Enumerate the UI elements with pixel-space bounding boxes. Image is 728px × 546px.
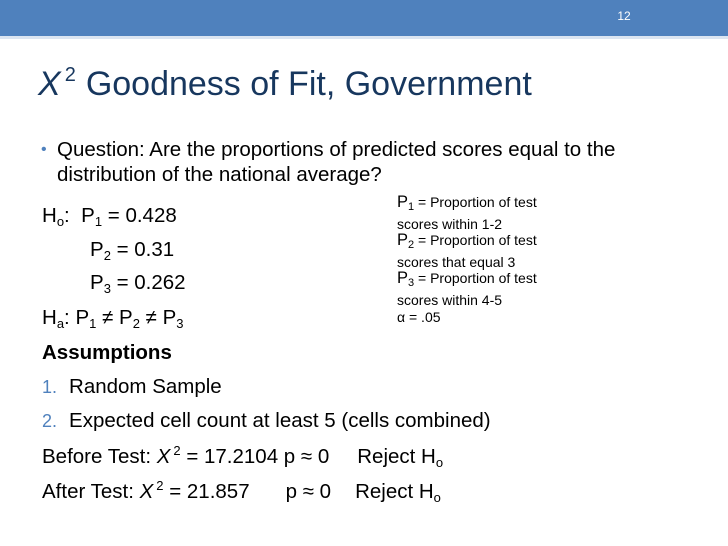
bullet-dot-icon: • [41, 141, 47, 158]
proportion-definitions [397, 194, 597, 325]
null-hypothesis-p2: $P_2 = 0.31$ [90, 238, 175, 263]
definition-p2: $P_2$ = Proportion of test [397, 231, 537, 252]
after-test-result: After Test: X $^2$ = 21.857 p ≈ 0 Reject $H_o$ [42, 478, 441, 505]
null-hypothesis-p1: $H_o$: $P_1 = 0.428$ [42, 204, 177, 229]
question-bullet [41, 137, 691, 187]
null-hypothesis-p3: $P_3 = 0.262$ [90, 271, 186, 296]
title-chi-symbol: X [38, 65, 61, 103]
definition-p1: $P_1$ = Proportion of test [397, 193, 537, 213]
assumption-item-2: 2. Expected cell count at least 5 (cells combined) [42, 409, 491, 432]
slide-number: 12 [617, 9, 631, 23]
definition-p3: $P_3$ = Proportion of test [397, 269, 537, 290]
title-text: Goodness of Fit, Government [85, 65, 532, 103]
question-text: Question: Are the proportions of predicted scores equal to the distribution of the national average? [57, 138, 616, 186]
before-test-result: Before Test: X $^2$ = 17.2104 p ≈ 0 Reject $H_o$ [42, 443, 444, 470]
assumptions-heading: Assumptions [42, 341, 172, 364]
definition-p3-cont: scores within 4-5 [397, 291, 503, 308]
assumption-item-1: 1. Random Sample [42, 375, 222, 398]
alpha-level: α = .05 [397, 308, 441, 325]
alternative-hypothesis: $H_a$: $P_1 \ne P_2 \ne P_3$ [42, 306, 184, 331]
slide-title [38, 64, 532, 104]
header-divider [0, 36, 728, 39]
definition-p1-cont: scores within 1-2 [397, 215, 503, 232]
definition-p2-cont: scores that equal 3 [397, 253, 516, 270]
title-superscript: 2 [64, 64, 76, 86]
